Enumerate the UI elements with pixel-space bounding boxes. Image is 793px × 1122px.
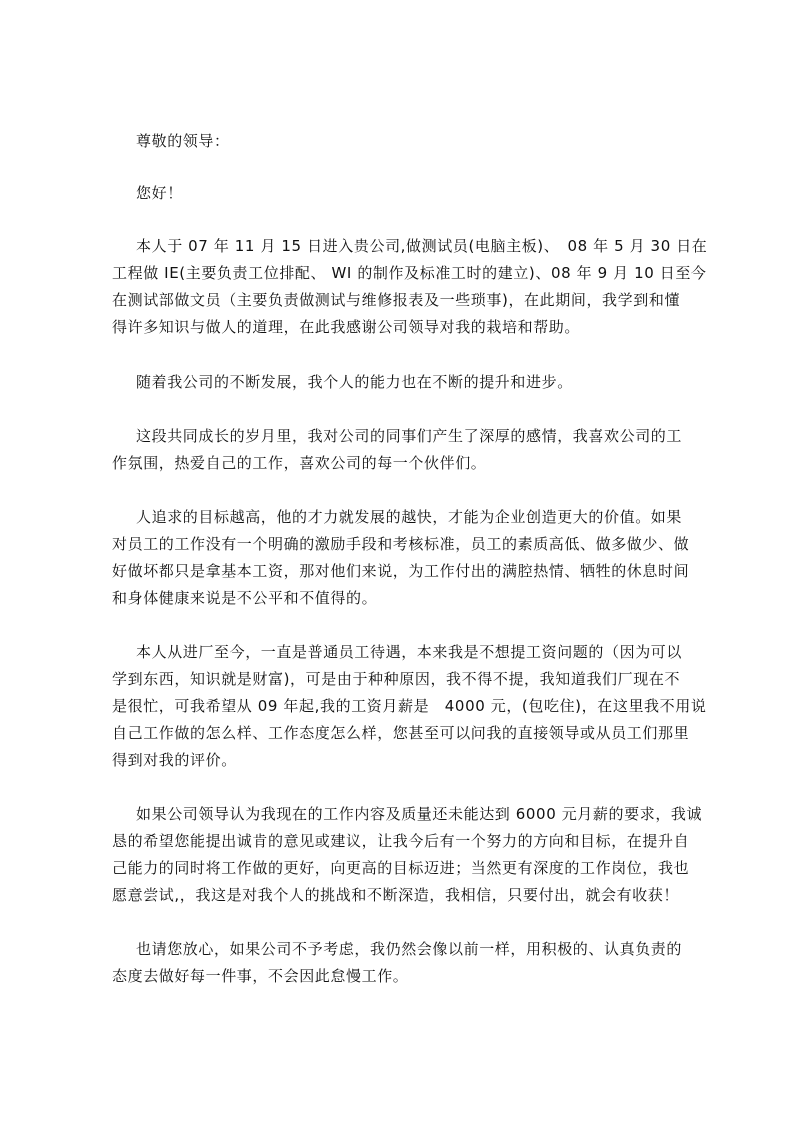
paragraph-5-line-3: 是很忙，可我希望从 09 年起,我的工资月薪是 4000 元，(包吃住)，在这里我不用说 xyxy=(112,697,707,715)
salutation: 尊敬的领导： xyxy=(136,132,230,150)
paragraph-5-line-4: 自己工作做的怎么样、工作态度怎么样，您甚至可以问我的直接领导或从员工们那里 xyxy=(112,724,690,742)
paragraph-5-line-5: 得到对我的评价。 xyxy=(112,751,237,769)
paragraph-4-line-3: 好做坏都只是拿基本工资，那对他们来说，为工作付出的满腔热情、牺牲的休息时间 xyxy=(112,562,690,580)
paragraph-5-line-1: 本人从进厂至今，一直是普通员工待遇，本来我是不想提工资问题的（因为可以 xyxy=(136,643,683,661)
paragraph-7-line-1: 也请您放心，如果公司不予考虑，我仍然会像以前一样，用积极的、认真负责的 xyxy=(136,940,683,958)
paragraph-6-line-1: 如果公司领导认为我现在的工作内容及质量还未能达到 6000 元月薪的要求，我诚 xyxy=(136,805,703,823)
paragraph-3-line-1: 这段共同成长的岁月里，我对公司的同事们产生了深厚的感情，我喜欢公司的工 xyxy=(136,427,683,445)
paragraph-6-line-2: 恳的希望您能提出诚肯的意见或建议，让我今后有一个努力的方向和目标，在提升自 xyxy=(112,832,690,850)
paragraph-6-line-4: 愿意尝试,，我这是对我个人的挑战和不断深造，我相信，只要付出，就会有收获！ xyxy=(112,886,679,904)
paragraph-1-line-4: 得许多知识与做人的道理，在此我感谢公司领导对我的栽培和帮助。 xyxy=(112,318,581,336)
paragraph-1-line-3: 在测试部做文员（主要负责做测试与维修报表及一些琐事)，在此期间，我学到和懂 xyxy=(112,291,681,309)
paragraph-1-line-2: 工程做 IE(主要负责工位排配、 WI 的制作及标准工时的建立)、08 年 9 月 10 日至今 xyxy=(112,264,707,282)
paragraph-1-line-1: 本人于 07 年 11 月 15 日进入贵公司,做测试员(电脑主板)、 08 年 5 月 30 日在 xyxy=(136,237,708,255)
paragraph-2-line-1: 随着我公司的不断发展，我个人的能力也在不断的提升和进步。 xyxy=(136,373,573,391)
paragraph-5-line-2: 学到东西，知识就是财富)，可是由于种种原因，我不得不提，我知道我们厂现在不 xyxy=(112,670,681,688)
paragraph-4-line-1: 人追求的目标越高，他的才力就发展的越快，才能为企业创造更大的价值。如果 xyxy=(136,508,683,526)
paragraph-4-line-4: 和身体健康来说是不公平和不值得的。 xyxy=(112,589,378,607)
paragraph-7-line-2: 态度去做好每一件事，不会因此怠慢工作。 xyxy=(112,967,409,985)
paragraph-6-line-3: 己能力的同时将工作做的更好，向更高的目标迈进；当然更有深度的工作岗位，我也 xyxy=(112,859,690,877)
greeting: 您好！ xyxy=(136,184,183,202)
paragraph-3-line-2: 作氛围，热爱自己的工作，喜欢公司的每一个伙伴们。 xyxy=(112,454,487,472)
paragraph-4-line-2: 对员工的工作没有一个明确的激励手段和考核标准，员工的素质高低、做多做少、做 xyxy=(112,535,690,553)
